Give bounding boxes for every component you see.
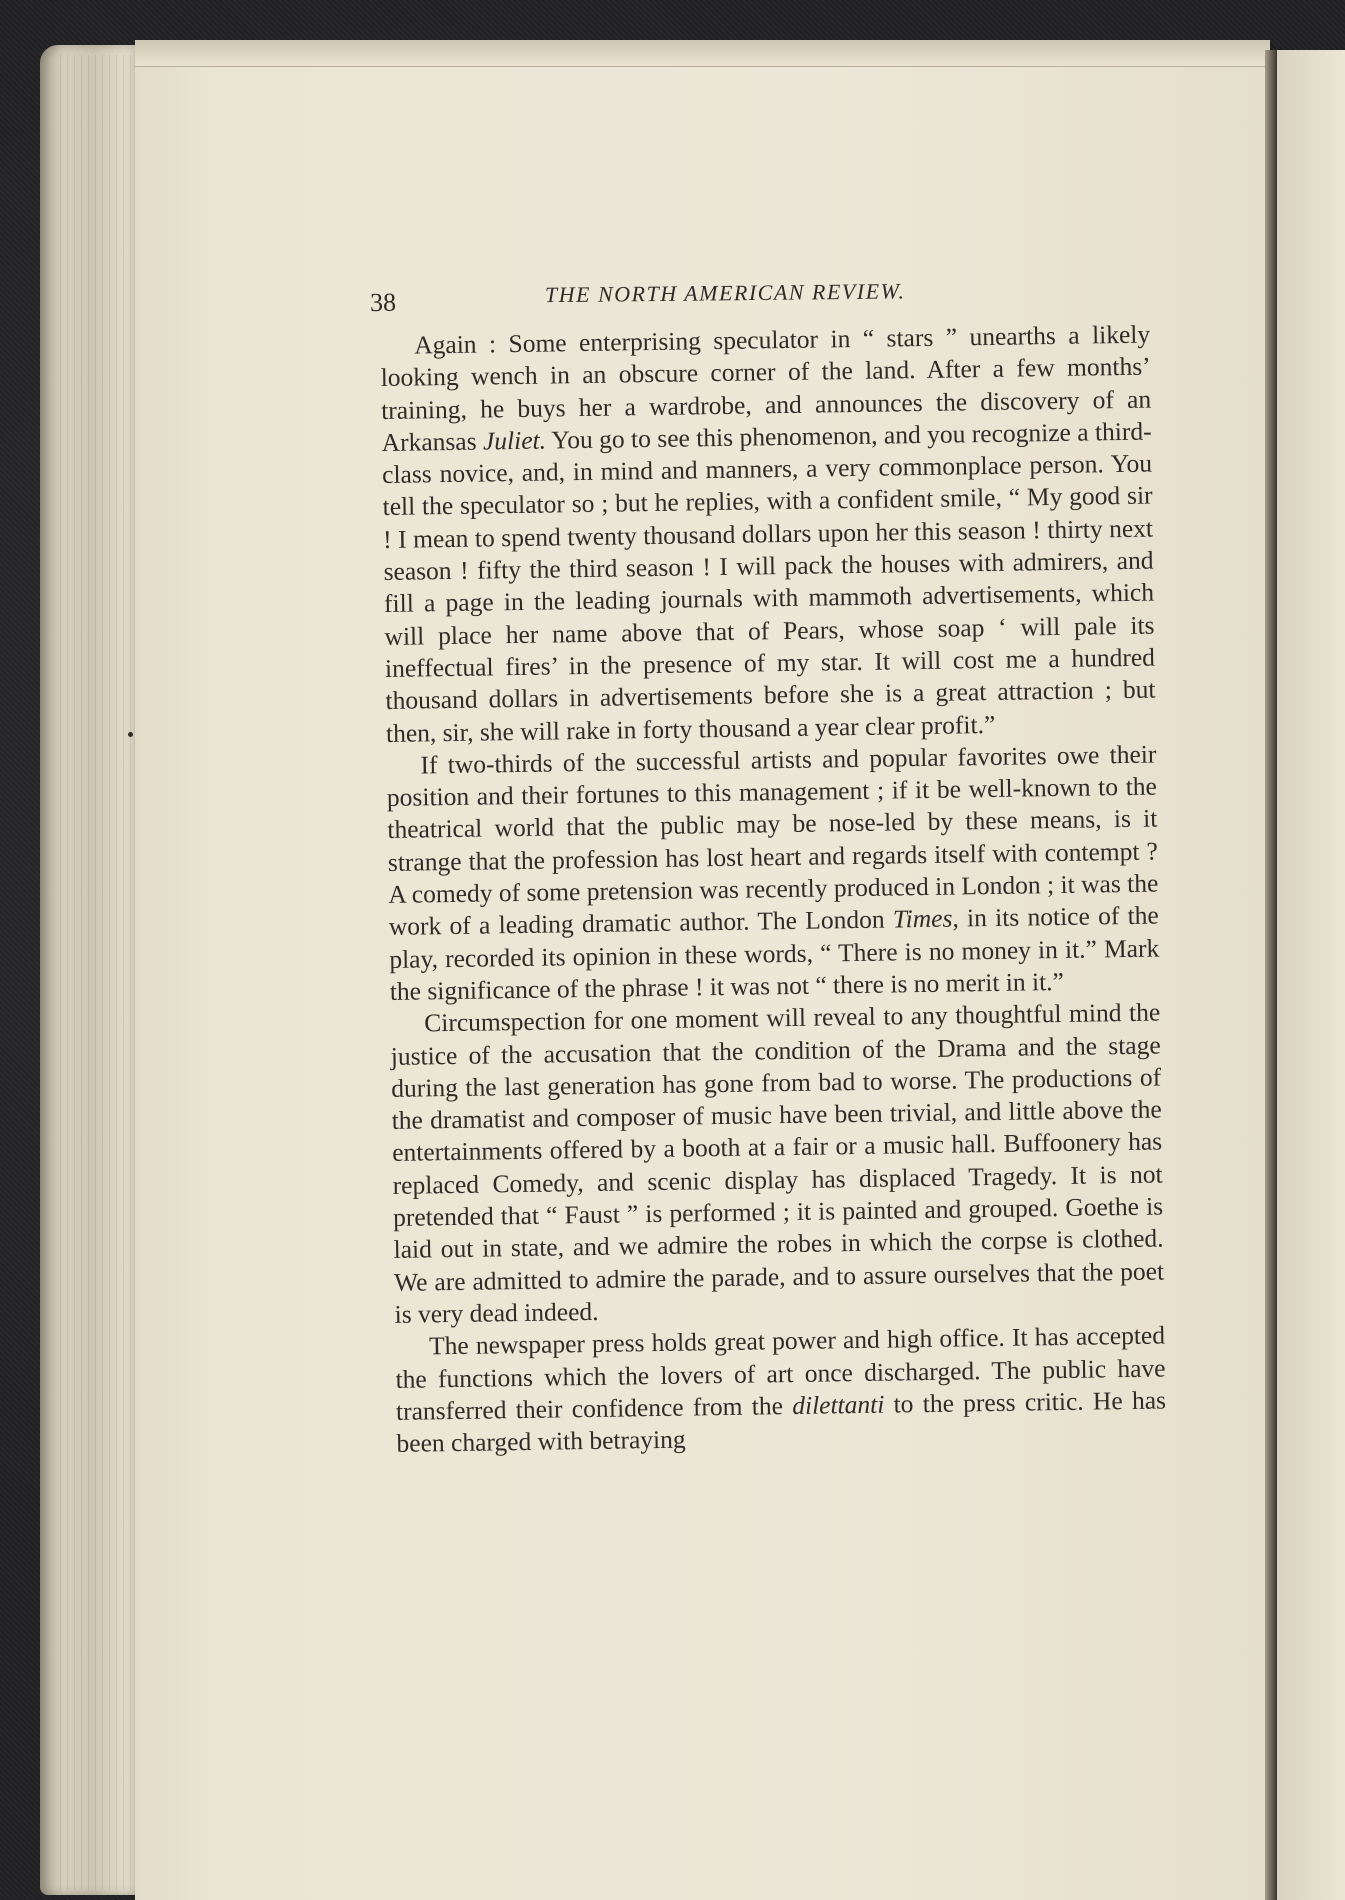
paragraph-1: Again : Some enterprising speculator in “ stars ” unearths a likely looking wench in an obscure corner of the land. After a few months’ training, he buys her a wardrobe, and announces the discovery of an Arkansas Juliet. You go to see this phenomenon, and you recognize a third-class novice, and, in mind and manners, a very commonplace person. You tell the speculator so ; but he replies, with a confident smile, “ My good sir ! I mean to spend twenty thousand dollars upon her this season ! thirty next season ! fifty the third season ! I will pack the houses with admirers, and fill a page in the leading journals with mammoth advertisements, which will place her name above that of Pears, whose soap ‘ will pale its ineffectual fires’ in the presence of my star. It will cost me a hundred thousand dollars in advertisements before she is a great attraction ; but then, sir, she will rake in forty thousand a year clear profit.” (380, 319, 1156, 748)
paper-speck (128, 732, 133, 737)
paragraph-2: If two-thirds of the successful artists and popular favorites owe their position and their fortunes to this management ; if it be well-known to the theatrical world that the public may be nose-led by these means, is it strange that the profession has lost heart and regards itself with contempt ? A comedy of some pretension was recently produced in London ; it was the work of a leading dramatic author. The London Times, in its notice of the play, recorded its opinion in these words, “ There is no money in it.” Mark the significance of the phrase ! it was not “ there is no merit in it.” (386, 739, 1160, 1006)
page-header (370, 272, 1150, 320)
paragraph-4: The newspaper press holds great power and high office. It has accepted the functions which the lovers of art once discharged. The public have transferred their confidence from the dilettanti to the press critic. He has been charged with betraying (395, 1320, 1167, 1458)
running-head: THE NORTH AMERICAN REVIEW. (544, 278, 906, 308)
page-number: 38 (369, 287, 397, 317)
article-body (380, 319, 1167, 1461)
paragraph-3: Circumspection for one moment will reveal to any thoughtful mind the justice of the accusation that the condition of the Drama and the stage during the last generation has gone from bad to worse. The productions of the dramatist and composer of music have been trivial, and little above the entertainments offered by a booth at a fair or a music hall. Buffoonery has replaced Comedy, and scenic display has displaced Tragedy. It is not pretended that “ Faust ” is performed ; it is painted and grouped. Goethe is laid out in state, and we admire the robes in which the corpse is clothed. We are admitted to admire the parade, and to assure ourselves that the poet is very dead indeed. (390, 997, 1165, 1329)
facing-page-edge (1277, 50, 1345, 1900)
book-gutter (1265, 50, 1277, 1900)
page-top-edge (135, 40, 1270, 67)
